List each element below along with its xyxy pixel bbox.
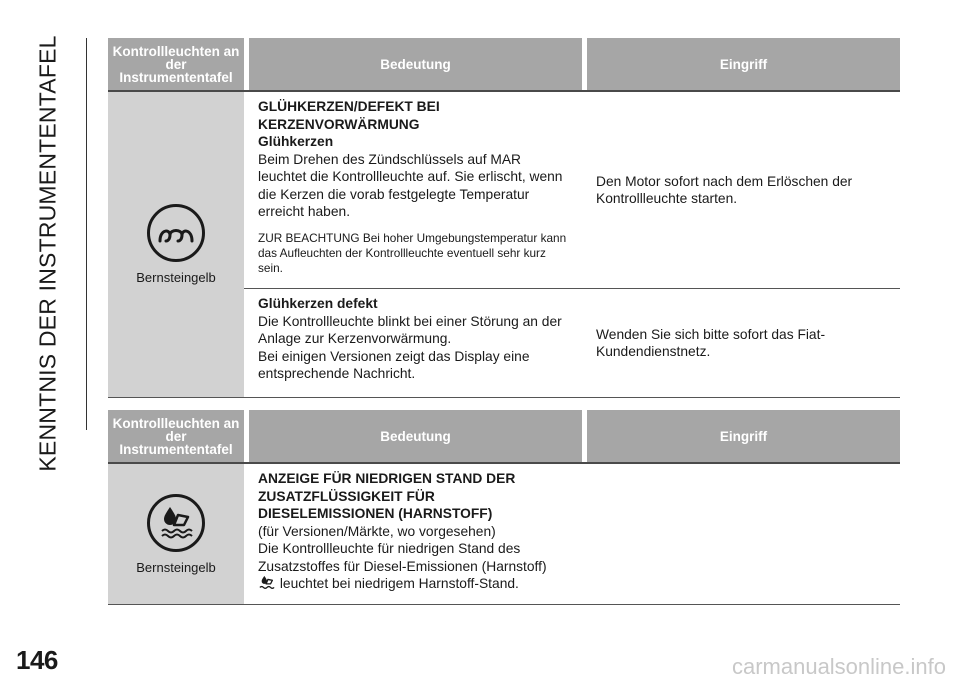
- warning-title: ANZEIGE FÜR NIEDRIGEN STAND DER ZUSATZFLÜSSIGKEIT FÜR DIESELEMISSIONEN (HARNSTOFF): [258, 471, 516, 521]
- table-row: [108, 464, 900, 604]
- warning-subtitle: Glühkerzen defekt: [258, 296, 378, 311]
- table-subrow: [244, 92, 900, 288]
- header-col-indicator: Kontrollleuchten an der Instrumententafel: [112, 43, 240, 85]
- table-header: [108, 38, 900, 90]
- action-cell: [580, 92, 900, 288]
- action-text: Wenden Sie sich bitte sofort das Fiat-Kundendienstnetz.: [596, 326, 826, 359]
- warning-description: Die Kontrollleuchte blinkt bei einer Störung an der Anlage zur Kerzenvorwärmung.: [258, 313, 562, 346]
- meaning-cell: [244, 289, 580, 397]
- warning-description-3: [258, 575, 570, 596]
- meaning-cell: [244, 92, 580, 288]
- warning-description-tail: leuchtet bei niedrigem Harnstoff-Stand.: [279, 576, 519, 591]
- indicator-cell: [108, 464, 244, 604]
- color-label: Bernsteingelb: [136, 559, 216, 575]
- warning-description-2: Die Kontrollleuchte für niedrigen Stand des Zusatzstoffes für Diesel-Emissionen (Harnstoff): [258, 541, 547, 574]
- header-col-action: Eingriff: [719, 428, 768, 444]
- section-title: KENNTNIS DER INSTRUMENTENTAFEL: [34, 34, 61, 472]
- watermark: carmanualsonline.info: [731, 654, 946, 679]
- warning-description: (für Versionen/Märkte, wo vorgesehen): [258, 523, 496, 539]
- warning-light-table-1: [108, 38, 900, 398]
- warning-subtitle: Glühkerzen: [258, 134, 334, 149]
- warning-light-table-2: [108, 410, 900, 605]
- table-subrow: [244, 464, 900, 604]
- table-header: [108, 410, 900, 462]
- header-col-meaning: Bedeutung: [380, 428, 451, 444]
- warning-description: Beim Drehen des Zündschlüssels auf MAR leuchtet die Kontrollleuchte auf. Sie erlischt, wenn die Kerzen die vorab festgelegte Temperatur erreicht haben.: [258, 151, 563, 219]
- action-text: Den Motor sofort nach dem Erlöschen der Kontrollleuchte starten.: [596, 173, 853, 206]
- table-row: [108, 92, 900, 397]
- glow-plug-icon: [147, 204, 205, 262]
- header-col-indicator: Kontrollleuchten an der Instrumententafel: [112, 415, 240, 457]
- warning-note: ZUR BEACHTUNG Bei hoher Umgebungstemperatur kann das Aufleuchten der Kontrollleuchte eventuell sehr kurz sein.: [258, 230, 567, 275]
- color-label: Bernsteingelb: [136, 270, 216, 285]
- header-col-meaning: Bedeutung: [380, 56, 451, 72]
- urea-level-icon: [147, 494, 205, 552]
- action-cell: [580, 464, 900, 604]
- indicator-cell: [108, 92, 244, 397]
- warning-description-2: Bei einigen Versionen zeigt das Display eine entsprechende Nachricht.: [258, 348, 530, 381]
- action-cell: [580, 289, 900, 397]
- table-subrow: [244, 288, 900, 397]
- page-number: 146: [16, 645, 58, 675]
- meaning-cell: [244, 464, 580, 604]
- warning-title: GLÜHKERZEN/DEFEKT BEI KERZENVORWÄRMUNG: [258, 99, 440, 132]
- section-rule: [86, 38, 87, 430]
- header-col-action: Eingriff: [719, 56, 768, 72]
- urea-level-icon: [258, 575, 276, 596]
